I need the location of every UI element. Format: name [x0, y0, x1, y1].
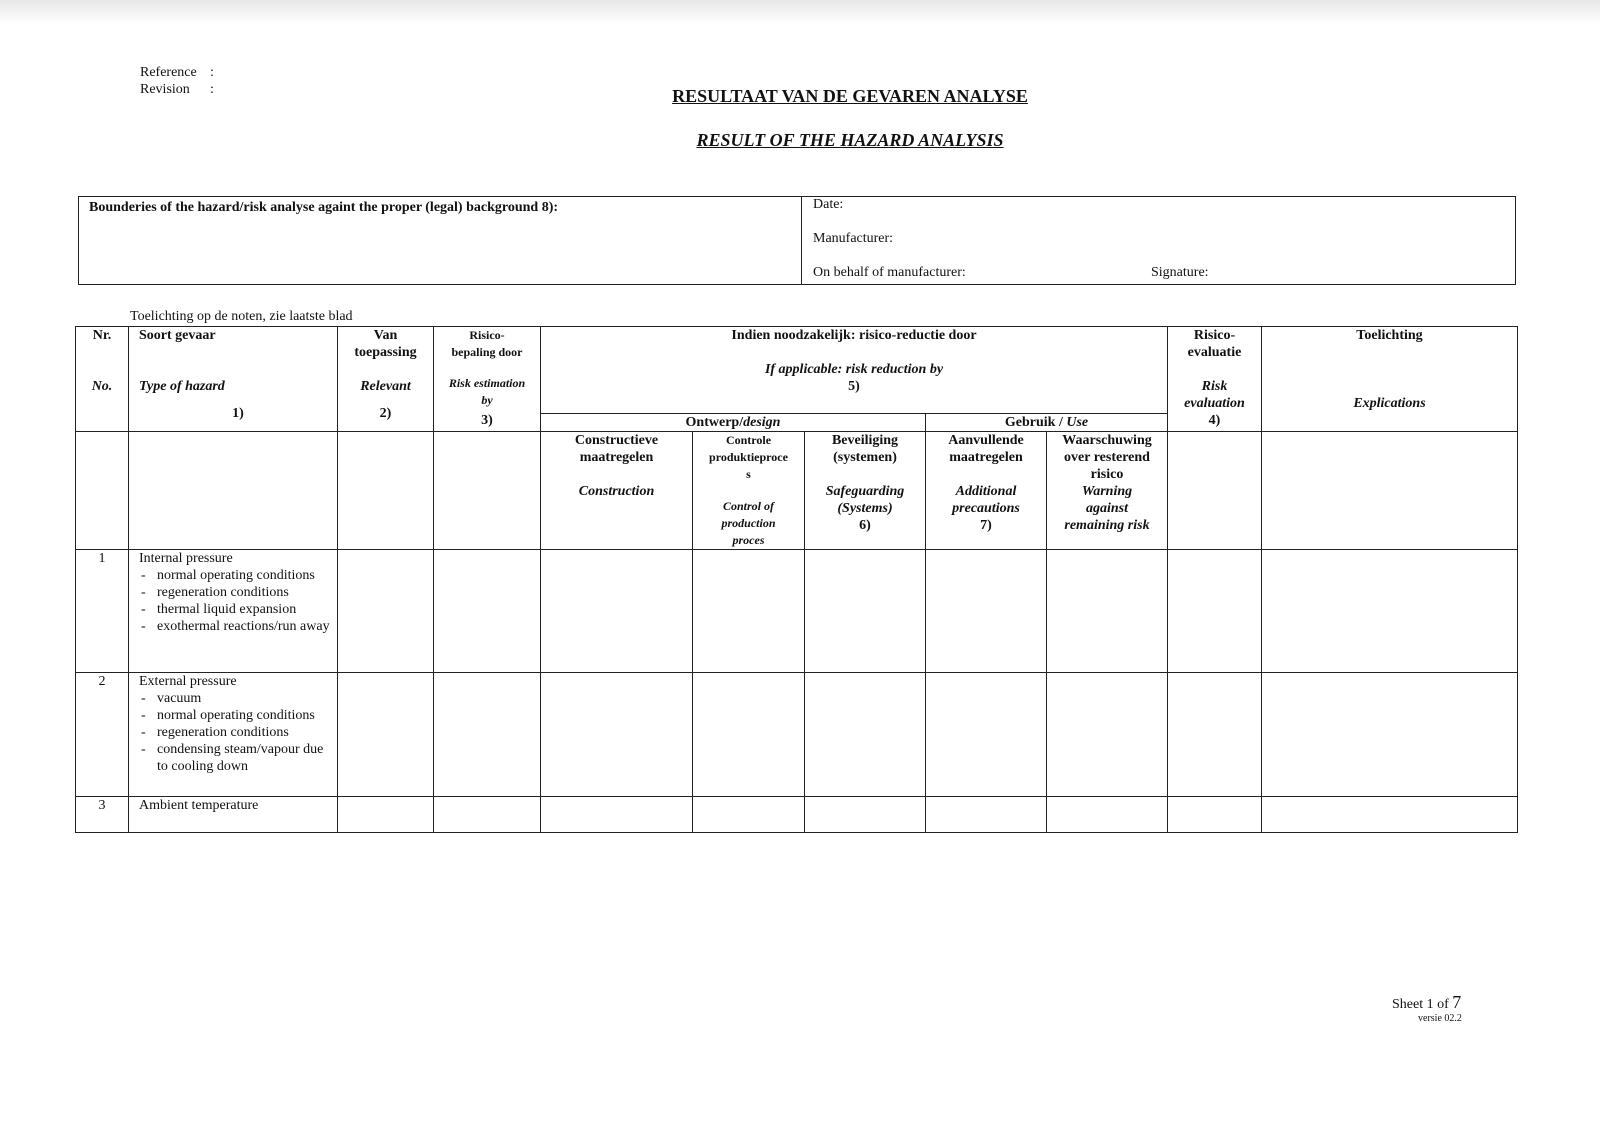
row-number: 2	[76, 673, 129, 797]
production-control-cell[interactable]	[693, 550, 805, 673]
risk-label: Risk	[1201, 379, 1228, 394]
systemen-label: (systemen)	[833, 450, 897, 465]
risk-estimation-cell[interactable]	[434, 550, 541, 673]
gebruik-label: Gebruik /	[1004, 415, 1067, 430]
table-row	[76, 550, 1518, 673]
note-7: 7)	[980, 518, 992, 533]
remaining-risk-label: remaining risk	[1064, 518, 1150, 533]
indien-label: Indien noodzakelijk: risico-reductie door	[731, 328, 977, 343]
risico-rest-label: risico	[1090, 467, 1124, 482]
aanv-maatregelen-label: maatregelen	[949, 450, 1023, 465]
safeguarding-header	[805, 432, 926, 550]
soort-label: Soort gevaar	[139, 328, 216, 343]
beveiliging-label: Beveiliging	[831, 433, 899, 448]
explications-header	[1262, 327, 1518, 432]
hazard-item: - condensing steam/vapour due to cooling down	[139, 741, 337, 775]
remaining-risk-warning-cell[interactable]	[1047, 550, 1168, 673]
hazard-item: - normal operating conditions	[139, 567, 337, 584]
additional-precautions-cell[interactable]	[926, 673, 1047, 797]
row-number: 1	[76, 550, 129, 673]
header-row-1	[76, 327, 1518, 414]
toepassing-label: toepassing	[354, 345, 417, 360]
revision-label: Revision	[140, 82, 190, 97]
sheet-total: 7	[1452, 992, 1462, 1012]
boundaries-box	[78, 196, 1516, 285]
table-row	[76, 673, 1518, 797]
construction-cell[interactable]	[541, 797, 693, 833]
date-label: Date:	[813, 197, 844, 212]
risk-reduction-header	[541, 327, 1168, 414]
relevant-cell[interactable]	[338, 550, 434, 673]
design-label: design	[743, 415, 781, 430]
risk-evaluation-cell[interactable]	[1168, 550, 1262, 673]
hazard-type-header	[129, 327, 338, 432]
construction-cell[interactable]	[541, 673, 693, 797]
notes-reference: Toelichting op de noten, zie laatste blad	[130, 309, 353, 324]
manufacturer-label: Manufacturer:	[813, 231, 894, 246]
type-label: Type of hazard	[139, 379, 225, 394]
safeguarding-cell[interactable]	[805, 550, 926, 673]
note-6: 6)	[859, 518, 871, 533]
signature-label: Signature:	[1151, 265, 1209, 280]
additional-precautions-header	[926, 432, 1047, 550]
systems-label: (Systems)	[837, 501, 893, 516]
waarschuwing-label: Waarschuwing	[1062, 433, 1152, 448]
remaining-risk-warning-header	[1047, 432, 1168, 550]
page-top-shadow	[0, 0, 1600, 24]
reference-colon: :	[210, 65, 214, 80]
construction-label: Construction	[578, 484, 655, 499]
additional-label: Additional	[955, 484, 1017, 499]
design-group-header	[541, 414, 926, 432]
bepaling-label: bepaling door	[451, 345, 523, 359]
use-group-header	[926, 414, 1168, 432]
sheet-counter	[1392, 992, 1461, 1013]
safeguarding-label: Safeguarding	[825, 484, 905, 499]
ontwerp-label: Ontwerp/	[685, 415, 744, 430]
hazard-item: - regeneration conditions	[139, 584, 337, 601]
construction-cell[interactable]	[541, 550, 693, 673]
control-of-label: Control of	[722, 499, 774, 513]
production-control-header	[693, 432, 805, 550]
nr-header	[76, 327, 129, 432]
evaluation-label: evaluation	[1184, 396, 1245, 411]
production-control-cell[interactable]	[693, 673, 805, 797]
relevant-header	[338, 327, 434, 432]
table-row	[76, 797, 1518, 833]
risico-eval-label: Risico-	[1193, 328, 1236, 343]
hazard-item: - exothermal reactions/run away	[139, 618, 337, 635]
resterend-label: over resterend	[1064, 450, 1150, 465]
constructieve-label: Constructieve	[574, 433, 659, 448]
precautions-label: precautions	[952, 501, 1020, 516]
relevant-cell[interactable]	[338, 673, 434, 797]
empty-cell	[76, 432, 129, 550]
hazard-cell	[129, 797, 338, 833]
produktieproces-tail: s	[746, 467, 751, 481]
risk-evaluation-cell[interactable]	[1168, 673, 1262, 797]
controle-label: Controle	[725, 433, 772, 447]
empty-cell	[1168, 432, 1262, 550]
note-5: 5)	[848, 379, 860, 394]
hazard-cell	[129, 550, 338, 673]
nr-label: Nr.	[92, 328, 112, 343]
title-english: RESULT OF THE HAZARD ANALYSIS	[696, 130, 1004, 150]
hazard-table	[75, 326, 1518, 833]
hazard-item: - normal operating conditions	[139, 707, 337, 724]
risk-estimation-header	[434, 327, 541, 432]
additional-precautions-cell[interactable]	[926, 550, 1047, 673]
safeguarding-cell[interactable]	[805, 673, 926, 797]
evaluatie-label: evaluatie	[1187, 345, 1242, 360]
hazard-title: Ambient temperature	[139, 798, 259, 813]
sheet-label: Sheet 1 of	[1392, 997, 1449, 1012]
note-4: 4)	[1208, 413, 1221, 428]
hazard-cell	[129, 673, 338, 797]
use-label: Use	[1066, 415, 1089, 430]
hazard-title: External pressure	[139, 674, 237, 689]
empty-cell	[1262, 432, 1518, 550]
production-control-cell[interactable]	[693, 797, 805, 833]
relevant-label: Relevant	[360, 379, 411, 394]
reference-label: Reference	[140, 65, 197, 80]
relevant-cell[interactable]	[338, 797, 434, 833]
header-row-3	[76, 432, 1518, 550]
hazard-item: - thermal liquid expansion	[139, 601, 337, 618]
aanvullende-label: Aanvullende	[948, 433, 1024, 448]
remaining-risk-warning-cell[interactable]	[1047, 673, 1168, 797]
remaining-risk-warning-cell[interactable]	[1047, 797, 1168, 833]
explications-cell[interactable]	[1262, 797, 1518, 833]
van-label: Van	[373, 328, 398, 343]
maatregelen-label: maatregelen	[579, 450, 654, 465]
revision-colon: :	[210, 82, 214, 97]
additional-precautions-cell[interactable]	[926, 797, 1047, 833]
explications-label: Explications	[1353, 396, 1426, 411]
empty-cell	[129, 432, 338, 550]
risk-evaluation-cell[interactable]	[1168, 797, 1262, 833]
by-label: by	[481, 393, 493, 407]
behalf-label: On behalf of manufacturer:	[813, 265, 966, 280]
explications-cell[interactable]	[1262, 673, 1518, 797]
produktieproce-label: produktieproce	[709, 450, 788, 464]
note-3: 3)	[481, 413, 493, 428]
empty-cell	[434, 432, 541, 550]
proces-label: proces	[732, 533, 765, 547]
boundaries-divider	[801, 197, 802, 284]
boundaries-label: Bounderies of the hazard/risk analyse againt the proper (legal) background 8):	[89, 200, 559, 215]
production-label: production	[721, 516, 776, 530]
version-label: versie 02.2	[1418, 1013, 1462, 1024]
risk-evaluation-header	[1168, 327, 1262, 432]
note-2: 2)	[379, 406, 392, 421]
empty-cell	[338, 432, 434, 550]
explications-cell[interactable]	[1262, 550, 1518, 673]
construction-header	[541, 432, 693, 550]
risk-estimation-label: Risk estimation	[448, 376, 526, 390]
risico-label: Risico-	[469, 328, 505, 342]
risk-estimation-cell[interactable]	[434, 797, 541, 833]
row-number: 3	[76, 797, 129, 833]
warning-label: Warning	[1081, 484, 1133, 499]
hazard-item: - vacuum	[139, 690, 337, 707]
safeguarding-cell[interactable]	[805, 797, 926, 833]
if-applicable-label: If applicable: risk reduction by	[764, 362, 944, 377]
title-dutch: RESULTAAT VAN DE GEVAREN ANALYSE	[672, 86, 1028, 106]
risk-estimation-cell[interactable]	[434, 673, 541, 797]
against-label: against	[1085, 501, 1128, 516]
hazard-title: Internal pressure	[139, 551, 233, 566]
toelichting-label: Toelichting	[1356, 328, 1423, 343]
hazard-item: - regeneration conditions	[139, 724, 337, 741]
no-label: No.	[91, 379, 113, 394]
note-1: 1)	[232, 406, 244, 421]
